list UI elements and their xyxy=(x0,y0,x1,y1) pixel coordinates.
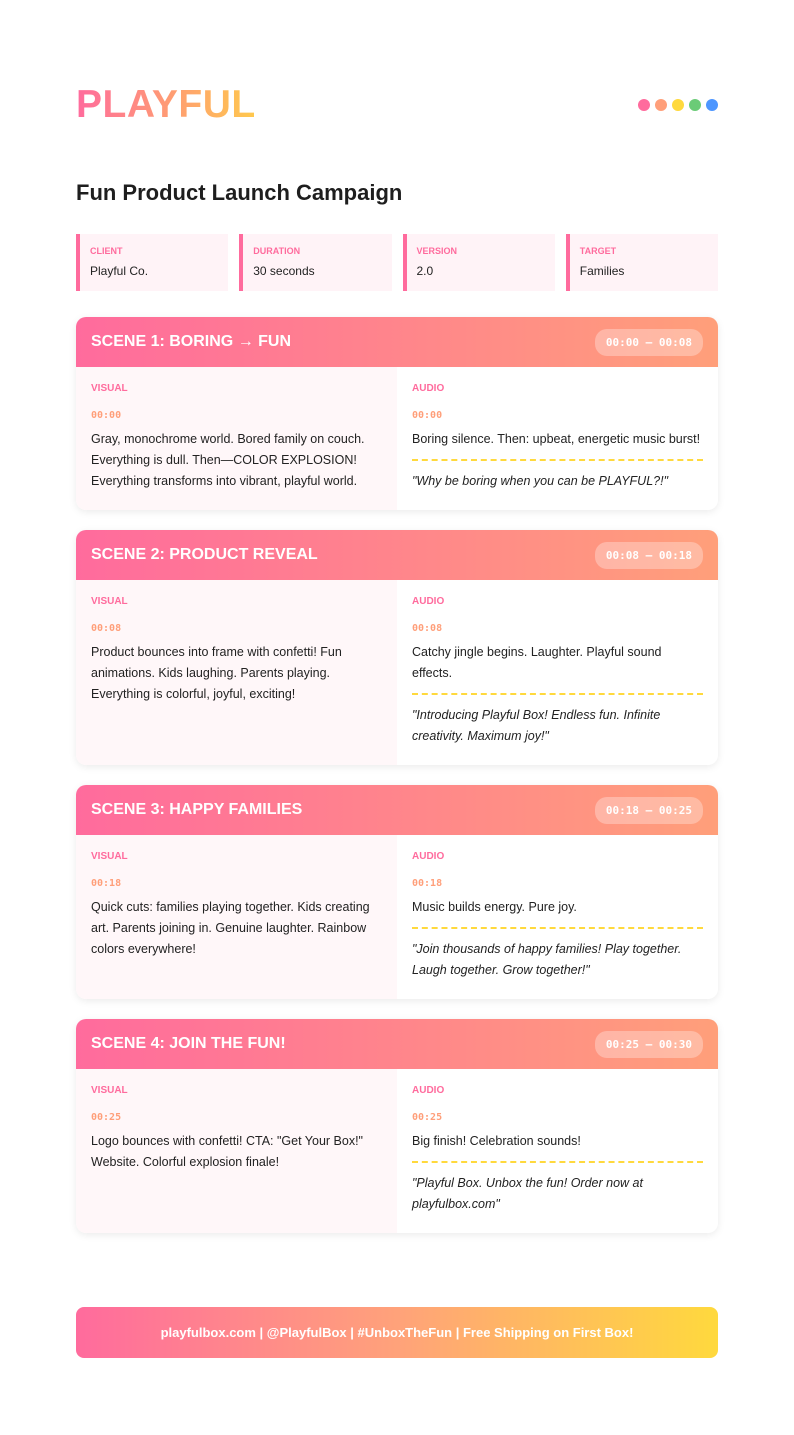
meta-client xyxy=(76,234,228,291)
scene-time-badge: 00:25 – 00:30 xyxy=(595,1031,703,1058)
footer: playfulbox.com | @PlayfulBox | #UnboxTheFun | Free Shipping on First Box! xyxy=(76,1307,718,1358)
header xyxy=(76,80,718,130)
visual-timestamp: 00:25 xyxy=(91,1112,122,1123)
meta-value: Playful Co. xyxy=(90,264,149,278)
color-dot xyxy=(689,99,701,111)
audio-text: Boring silence. Then: upbeat, energetic music burst! xyxy=(412,432,701,446)
visual-column xyxy=(76,1069,397,1233)
meta-duration xyxy=(239,234,391,291)
color-dot xyxy=(672,99,684,111)
meta-target xyxy=(566,234,718,291)
visual-text: Product bounces into frame with confetti! Fun animations. Kids laughing. Parents playing. Everything is colorful, joyful, exciting! xyxy=(91,645,342,701)
meta-label: DURATION xyxy=(253,246,301,256)
visual-label: VISUAL xyxy=(91,1085,128,1096)
scene-list xyxy=(76,317,718,1253)
visual-label: VISUAL xyxy=(91,596,128,607)
audio-label: AUDIO xyxy=(412,851,445,862)
audio-column xyxy=(397,580,718,765)
audio-text: Music builds energy. Pure joy. xyxy=(412,900,577,914)
scene-card xyxy=(76,317,718,510)
audio-label: AUDIO xyxy=(412,383,445,394)
scene-time-badge: 00:18 – 00:25 xyxy=(595,797,703,824)
visual-text: Logo bounces with confetti! CTA: "Get Your Box!" Website. Colorful explosion finale! xyxy=(91,1134,363,1169)
voiceover-quote: "Join thousands of happy families! Play together. Laugh together. Grow together!" xyxy=(412,927,703,981)
audio-column xyxy=(397,1069,718,1233)
meta-label: CLIENT xyxy=(90,246,123,256)
scene-header xyxy=(76,317,718,367)
scene-header xyxy=(76,530,718,580)
scene-header xyxy=(76,785,718,835)
audio-column xyxy=(397,835,718,999)
visual-text: Quick cuts: families playing together. Kids creating art. Parents joining in. Genuine laughter. Rainbow colors everywhere! xyxy=(91,900,370,956)
audio-timestamp: 00:00 xyxy=(412,410,443,421)
visual-column xyxy=(76,580,397,765)
visual-label: VISUAL xyxy=(91,851,128,862)
audio-text: Big finish! Celebration sounds! xyxy=(412,1134,581,1148)
meta-label: TARGET xyxy=(579,246,617,256)
audio-label: AUDIO xyxy=(412,596,445,607)
voiceover-quote: "Playful Box. Unbox the fun! Order now at playfulbox.com" xyxy=(412,1161,703,1215)
scene-time-badge: 00:00 – 00:08 xyxy=(595,329,703,356)
visual-timestamp: 00:08 xyxy=(91,623,122,634)
audio-column xyxy=(397,367,718,510)
scene-time-badge: 00:08 – 00:18 xyxy=(595,542,703,569)
color-dot xyxy=(638,99,650,111)
scene-title: SCENE 3: HAPPY FAMILIES xyxy=(91,801,303,818)
visual-column xyxy=(76,835,397,999)
color-dots xyxy=(638,99,718,111)
visual-text: Gray, monochrome world. Bored family on couch. Everything is dull. Then—COLOR EXPLOSION! Everything transforms into vibrant, playful world. xyxy=(91,432,365,488)
meta-value: 2.0 xyxy=(416,264,434,278)
meta-value: Families xyxy=(579,264,625,278)
meta-label: VERSION xyxy=(416,246,458,256)
visual-column xyxy=(76,367,397,510)
audio-timestamp: 00:25 xyxy=(412,1112,443,1123)
page-title: Fun Product Launch Campaign xyxy=(76,180,403,205)
audio-timestamp: 00:18 xyxy=(412,878,443,889)
voiceover-quote: "Introducing Playful Box! Endless fun. Infinite creativity. Maximum joy!" xyxy=(412,693,703,747)
audio-text: Catchy jingle begins. Laughter. Playful sound effects. xyxy=(412,645,662,680)
visual-label: VISUAL xyxy=(91,383,128,394)
scene-header xyxy=(76,1019,718,1069)
color-dot xyxy=(706,99,718,111)
audio-timestamp: 00:08 xyxy=(412,623,443,634)
voiceover-quote: "Why be boring when you can be PLAYFUL?!" xyxy=(412,459,703,492)
scene-card xyxy=(76,785,718,999)
color-dot xyxy=(655,99,667,111)
visual-timestamp: 00:00 xyxy=(91,410,122,421)
audio-label: AUDIO xyxy=(412,1085,445,1096)
visual-timestamp: 00:18 xyxy=(91,878,122,889)
scene-title: SCENE 4: JOIN THE FUN! xyxy=(91,1035,286,1052)
scene-title: SCENE 1: BORING → FUN xyxy=(91,333,292,350)
logo: PLAYFUL xyxy=(76,83,256,126)
meta-value: 30 seconds xyxy=(253,264,315,278)
meta-info xyxy=(76,234,718,291)
scene-title: SCENE 2: PRODUCT REVEAL xyxy=(91,546,318,563)
scene-card xyxy=(76,1019,718,1233)
scene-card xyxy=(76,530,718,765)
meta-version xyxy=(403,234,555,291)
